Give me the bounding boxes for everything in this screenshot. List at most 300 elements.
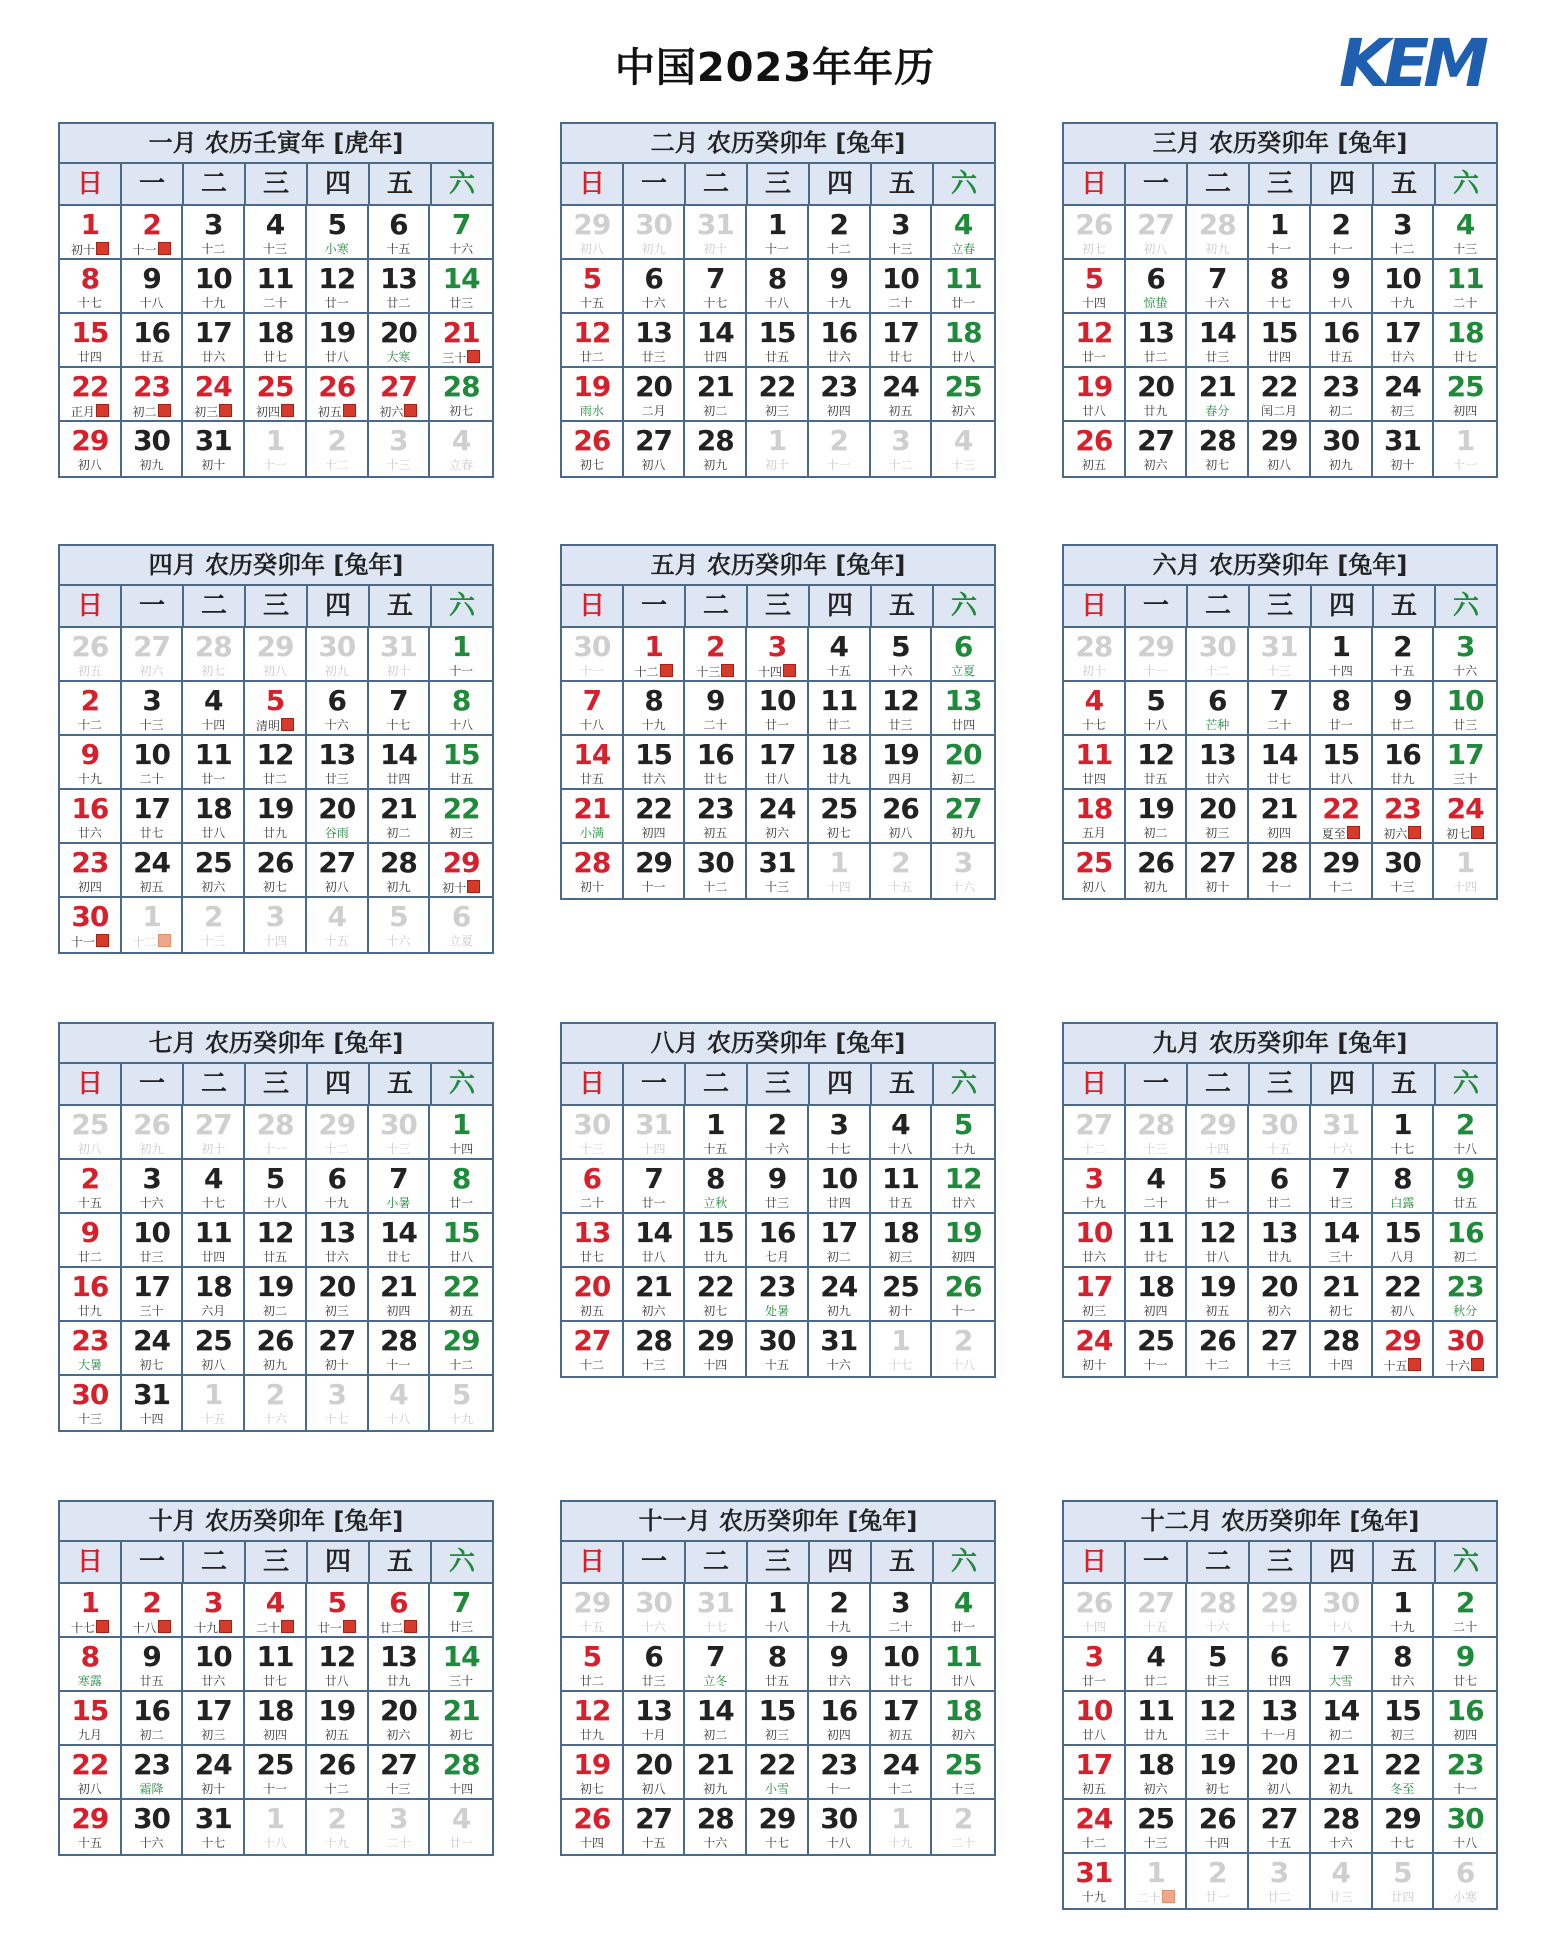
day-cell[interactable] — [1126, 1214, 1188, 1268]
day-cell[interactable] — [60, 1376, 122, 1430]
day-cell[interactable] — [122, 790, 184, 844]
day-cell[interactable] — [245, 736, 307, 790]
day-cell[interactable] — [1187, 368, 1249, 422]
day-cell[interactable] — [685, 368, 747, 422]
day-cell[interactable] — [562, 1692, 624, 1746]
day-cell[interactable] — [1249, 1746, 1311, 1800]
day-cell[interactable] — [1249, 682, 1311, 736]
day-cell[interactable] — [183, 790, 245, 844]
day-cell[interactable] — [562, 1106, 624, 1160]
day-cell[interactable] — [562, 1322, 624, 1376]
day-cell[interactable] — [1373, 1854, 1435, 1908]
day-cell[interactable] — [430, 1584, 492, 1638]
day-cell[interactable] — [747, 1214, 809, 1268]
day-cell[interactable] — [369, 898, 431, 952]
day-cell[interactable] — [369, 206, 431, 260]
day-cell[interactable] — [430, 422, 492, 476]
day-cell[interactable] — [1249, 1106, 1311, 1160]
day-cell[interactable] — [430, 1746, 492, 1800]
day-cell[interactable] — [932, 844, 994, 898]
day-cell[interactable] — [245, 1584, 307, 1638]
day-cell[interactable] — [1187, 628, 1249, 682]
day-cell[interactable] — [685, 1692, 747, 1746]
day-cell[interactable] — [1311, 314, 1373, 368]
day-cell[interactable] — [747, 1638, 809, 1692]
day-cell[interactable] — [809, 1638, 871, 1692]
day-cell[interactable] — [1126, 1160, 1188, 1214]
day-cell[interactable] — [932, 422, 994, 476]
day-cell[interactable] — [685, 422, 747, 476]
day-cell[interactable] — [1434, 736, 1496, 790]
day-cell[interactable] — [245, 1638, 307, 1692]
day-cell[interactable] — [183, 1214, 245, 1268]
day-cell[interactable] — [1187, 1160, 1249, 1214]
day-cell[interactable] — [1373, 1268, 1435, 1322]
day-cell[interactable] — [307, 1322, 369, 1376]
day-cell[interactable] — [1126, 1638, 1188, 1692]
day-cell[interactable] — [183, 1376, 245, 1430]
day-cell[interactable] — [932, 368, 994, 422]
day-cell[interactable] — [1434, 1106, 1496, 1160]
day-cell[interactable] — [1311, 368, 1373, 422]
day-cell[interactable] — [624, 1800, 686, 1854]
day-cell[interactable] — [122, 314, 184, 368]
day-cell[interactable] — [809, 736, 871, 790]
day-cell[interactable] — [245, 790, 307, 844]
day-cell[interactable] — [747, 1160, 809, 1214]
day-cell[interactable] — [369, 790, 431, 844]
day-cell[interactable] — [369, 422, 431, 476]
day-cell[interactable] — [932, 1214, 994, 1268]
day-cell[interactable] — [1373, 1584, 1435, 1638]
day-cell[interactable] — [809, 1214, 871, 1268]
day-cell[interactable] — [809, 682, 871, 736]
day-cell[interactable] — [60, 736, 122, 790]
day-cell[interactable] — [1126, 1106, 1188, 1160]
day-cell[interactable] — [809, 1160, 871, 1214]
day-cell[interactable] — [1434, 206, 1496, 260]
day-cell[interactable] — [685, 736, 747, 790]
day-cell[interactable] — [369, 736, 431, 790]
day-cell[interactable] — [747, 628, 809, 682]
day-cell[interactable] — [685, 1746, 747, 1800]
day-cell[interactable] — [369, 260, 431, 314]
day-cell[interactable] — [369, 1376, 431, 1430]
day-cell[interactable] — [60, 206, 122, 260]
day-cell[interactable] — [1249, 422, 1311, 476]
day-cell[interactable] — [624, 1106, 686, 1160]
day-cell[interactable] — [871, 790, 933, 844]
day-cell[interactable] — [1373, 1214, 1435, 1268]
day-cell[interactable] — [1126, 1746, 1188, 1800]
day-cell[interactable] — [122, 1638, 184, 1692]
day-cell[interactable] — [1126, 1584, 1188, 1638]
day-cell[interactable] — [809, 206, 871, 260]
day-cell[interactable] — [1126, 790, 1188, 844]
day-cell[interactable] — [1249, 1854, 1311, 1908]
day-cell[interactable] — [685, 1106, 747, 1160]
day-cell[interactable] — [183, 1800, 245, 1854]
day-cell[interactable] — [1311, 1692, 1373, 1746]
day-cell[interactable] — [685, 1322, 747, 1376]
day-cell[interactable] — [307, 1268, 369, 1322]
day-cell[interactable] — [932, 1584, 994, 1638]
day-cell[interactable] — [183, 844, 245, 898]
day-cell[interactable] — [1187, 844, 1249, 898]
day-cell[interactable] — [369, 844, 431, 898]
day-cell[interactable] — [1434, 314, 1496, 368]
day-cell[interactable] — [1434, 1584, 1496, 1638]
day-cell[interactable] — [122, 1746, 184, 1800]
day-cell[interactable] — [1434, 368, 1496, 422]
day-cell[interactable] — [1064, 368, 1126, 422]
day-cell[interactable] — [430, 790, 492, 844]
day-cell[interactable] — [122, 628, 184, 682]
day-cell[interactable] — [430, 1800, 492, 1854]
day-cell[interactable] — [369, 368, 431, 422]
day-cell[interactable] — [245, 1214, 307, 1268]
day-cell[interactable] — [430, 1268, 492, 1322]
day-cell[interactable] — [122, 1322, 184, 1376]
day-cell[interactable] — [871, 1638, 933, 1692]
day-cell[interactable] — [1187, 1584, 1249, 1638]
day-cell[interactable] — [809, 1322, 871, 1376]
day-cell[interactable] — [60, 1106, 122, 1160]
day-cell[interactable] — [1311, 1322, 1373, 1376]
day-cell[interactable] — [932, 1800, 994, 1854]
day-cell[interactable] — [122, 898, 184, 952]
day-cell[interactable] — [747, 1322, 809, 1376]
day-cell[interactable] — [871, 1160, 933, 1214]
day-cell[interactable] — [1249, 1692, 1311, 1746]
day-cell[interactable] — [1434, 682, 1496, 736]
day-cell[interactable] — [809, 368, 871, 422]
day-cell[interactable] — [1187, 1322, 1249, 1376]
day-cell[interactable] — [60, 314, 122, 368]
day-cell[interactable] — [562, 260, 624, 314]
day-cell[interactable] — [307, 844, 369, 898]
day-cell[interactable] — [1434, 628, 1496, 682]
day-cell[interactable] — [1373, 368, 1435, 422]
day-cell[interactable] — [1064, 682, 1126, 736]
day-cell[interactable] — [245, 1800, 307, 1854]
day-cell[interactable] — [1311, 206, 1373, 260]
day-cell[interactable] — [1373, 422, 1435, 476]
day-cell[interactable] — [245, 898, 307, 952]
day-cell[interactable] — [624, 628, 686, 682]
day-cell[interactable] — [430, 1322, 492, 1376]
day-cell[interactable] — [809, 260, 871, 314]
day-cell[interactable] — [747, 1584, 809, 1638]
day-cell[interactable] — [183, 1746, 245, 1800]
day-cell[interactable] — [932, 628, 994, 682]
day-cell[interactable] — [562, 844, 624, 898]
day-cell[interactable] — [624, 1584, 686, 1638]
day-cell[interactable] — [1311, 1638, 1373, 1692]
day-cell[interactable] — [122, 1692, 184, 1746]
day-cell[interactable] — [1187, 260, 1249, 314]
day-cell[interactable] — [747, 314, 809, 368]
day-cell[interactable] — [307, 314, 369, 368]
day-cell[interactable] — [122, 1160, 184, 1214]
day-cell[interactable] — [1064, 314, 1126, 368]
day-cell[interactable] — [369, 1214, 431, 1268]
day-cell[interactable] — [245, 206, 307, 260]
day-cell[interactable] — [1311, 1800, 1373, 1854]
day-cell[interactable] — [685, 1638, 747, 1692]
day-cell[interactable] — [430, 1160, 492, 1214]
day-cell[interactable] — [183, 260, 245, 314]
day-cell[interactable] — [1434, 1854, 1496, 1908]
day-cell[interactable] — [307, 260, 369, 314]
day-cell[interactable] — [624, 1160, 686, 1214]
day-cell[interactable] — [307, 1692, 369, 1746]
day-cell[interactable] — [747, 368, 809, 422]
day-cell[interactable] — [747, 1800, 809, 1854]
day-cell[interactable] — [245, 682, 307, 736]
day-cell[interactable] — [624, 1692, 686, 1746]
day-cell[interactable] — [1064, 1268, 1126, 1322]
day-cell[interactable] — [430, 628, 492, 682]
day-cell[interactable] — [1187, 422, 1249, 476]
day-cell[interactable] — [1187, 1800, 1249, 1854]
day-cell[interactable] — [624, 1746, 686, 1800]
day-cell[interactable] — [562, 314, 624, 368]
day-cell[interactable] — [122, 682, 184, 736]
day-cell[interactable] — [1311, 1214, 1373, 1268]
day-cell[interactable] — [1311, 736, 1373, 790]
day-cell[interactable] — [122, 422, 184, 476]
day-cell[interactable] — [122, 1376, 184, 1430]
day-cell[interactable] — [1249, 314, 1311, 368]
day-cell[interactable] — [60, 628, 122, 682]
day-cell[interactable] — [562, 1638, 624, 1692]
day-cell[interactable] — [1434, 790, 1496, 844]
day-cell[interactable] — [430, 314, 492, 368]
day-cell[interactable] — [60, 1692, 122, 1746]
day-cell[interactable] — [932, 260, 994, 314]
day-cell[interactable] — [183, 314, 245, 368]
day-cell[interactable] — [1249, 260, 1311, 314]
day-cell[interactable] — [1064, 206, 1126, 260]
day-cell[interactable] — [685, 1160, 747, 1214]
day-cell[interactable] — [1064, 1106, 1126, 1160]
day-cell[interactable] — [430, 260, 492, 314]
day-cell[interactable] — [122, 368, 184, 422]
day-cell[interactable] — [685, 1584, 747, 1638]
day-cell[interactable] — [183, 682, 245, 736]
day-cell[interactable] — [809, 422, 871, 476]
day-cell[interactable] — [871, 1692, 933, 1746]
day-cell[interactable] — [1126, 1854, 1188, 1908]
day-cell[interactable] — [369, 1638, 431, 1692]
day-cell[interactable] — [1187, 682, 1249, 736]
day-cell[interactable] — [1249, 1584, 1311, 1638]
day-cell[interactable] — [245, 1692, 307, 1746]
day-cell[interactable] — [183, 736, 245, 790]
day-cell[interactable] — [932, 1106, 994, 1160]
day-cell[interactable] — [562, 1584, 624, 1638]
day-cell[interactable] — [245, 314, 307, 368]
day-cell[interactable] — [871, 1214, 933, 1268]
day-cell[interactable] — [122, 206, 184, 260]
day-cell[interactable] — [183, 1268, 245, 1322]
day-cell[interactable] — [307, 1800, 369, 1854]
day-cell[interactable] — [562, 628, 624, 682]
day-cell[interactable] — [747, 260, 809, 314]
day-cell[interactable] — [1064, 1160, 1126, 1214]
day-cell[interactable] — [1311, 1106, 1373, 1160]
day-cell[interactable] — [369, 1584, 431, 1638]
day-cell[interactable] — [871, 1584, 933, 1638]
day-cell[interactable] — [307, 422, 369, 476]
day-cell[interactable] — [1064, 628, 1126, 682]
day-cell[interactable] — [1434, 260, 1496, 314]
day-cell[interactable] — [624, 736, 686, 790]
day-cell[interactable] — [430, 1692, 492, 1746]
day-cell[interactable] — [1126, 422, 1188, 476]
day-cell[interactable] — [932, 1692, 994, 1746]
day-cell[interactable] — [624, 260, 686, 314]
day-cell[interactable] — [183, 1584, 245, 1638]
day-cell[interactable] — [624, 1214, 686, 1268]
day-cell[interactable] — [1249, 790, 1311, 844]
day-cell[interactable] — [747, 422, 809, 476]
day-cell[interactable] — [307, 736, 369, 790]
day-cell[interactable] — [562, 1160, 624, 1214]
day-cell[interactable] — [809, 314, 871, 368]
day-cell[interactable] — [871, 1268, 933, 1322]
day-cell[interactable] — [1064, 422, 1126, 476]
day-cell[interactable] — [369, 682, 431, 736]
day-cell[interactable] — [1249, 736, 1311, 790]
day-cell[interactable] — [60, 1584, 122, 1638]
day-cell[interactable] — [1064, 1800, 1126, 1854]
day-cell[interactable] — [60, 1214, 122, 1268]
day-cell[interactable] — [624, 1322, 686, 1376]
day-cell[interactable] — [562, 422, 624, 476]
day-cell[interactable] — [430, 1214, 492, 1268]
day-cell[interactable] — [1373, 628, 1435, 682]
day-cell[interactable] — [747, 1746, 809, 1800]
day-cell[interactable] — [809, 1584, 871, 1638]
day-cell[interactable] — [1064, 1854, 1126, 1908]
day-cell[interactable] — [624, 682, 686, 736]
day-cell[interactable] — [430, 206, 492, 260]
day-cell[interactable] — [624, 844, 686, 898]
day-cell[interactable] — [430, 844, 492, 898]
day-cell[interactable] — [245, 844, 307, 898]
day-cell[interactable] — [871, 1800, 933, 1854]
day-cell[interactable] — [183, 1106, 245, 1160]
day-cell[interactable] — [1434, 1800, 1496, 1854]
day-cell[interactable] — [747, 206, 809, 260]
day-cell[interactable] — [60, 1746, 122, 1800]
day-cell[interactable] — [183, 368, 245, 422]
day-cell[interactable] — [747, 682, 809, 736]
day-cell[interactable] — [1126, 1692, 1188, 1746]
day-cell[interactable] — [809, 790, 871, 844]
day-cell[interactable] — [60, 898, 122, 952]
day-cell[interactable] — [245, 368, 307, 422]
day-cell[interactable] — [122, 844, 184, 898]
day-cell[interactable] — [809, 1800, 871, 1854]
day-cell[interactable] — [430, 368, 492, 422]
day-cell[interactable] — [747, 1268, 809, 1322]
day-cell[interactable] — [1187, 1692, 1249, 1746]
day-cell[interactable] — [1249, 206, 1311, 260]
day-cell[interactable] — [685, 1214, 747, 1268]
day-cell[interactable] — [1434, 1322, 1496, 1376]
day-cell[interactable] — [1126, 368, 1188, 422]
day-cell[interactable] — [871, 628, 933, 682]
day-cell[interactable] — [871, 844, 933, 898]
day-cell[interactable] — [122, 1800, 184, 1854]
day-cell[interactable] — [183, 422, 245, 476]
day-cell[interactable] — [307, 1106, 369, 1160]
day-cell[interactable] — [562, 1214, 624, 1268]
day-cell[interactable] — [183, 206, 245, 260]
day-cell[interactable] — [1249, 628, 1311, 682]
day-cell[interactable] — [685, 1800, 747, 1854]
day-cell[interactable] — [430, 1376, 492, 1430]
day-cell[interactable] — [871, 1746, 933, 1800]
day-cell[interactable] — [1187, 206, 1249, 260]
day-cell[interactable] — [685, 260, 747, 314]
day-cell[interactable] — [245, 1268, 307, 1322]
day-cell[interactable] — [747, 790, 809, 844]
day-cell[interactable] — [1311, 1160, 1373, 1214]
day-cell[interactable] — [1373, 1106, 1435, 1160]
day-cell[interactable] — [1187, 1854, 1249, 1908]
day-cell[interactable] — [871, 206, 933, 260]
day-cell[interactable] — [932, 1746, 994, 1800]
day-cell[interactable] — [1064, 790, 1126, 844]
day-cell[interactable] — [1126, 314, 1188, 368]
day-cell[interactable] — [1126, 1322, 1188, 1376]
day-cell[interactable] — [1064, 260, 1126, 314]
day-cell[interactable] — [871, 1106, 933, 1160]
day-cell[interactable] — [1373, 844, 1435, 898]
day-cell[interactable] — [1373, 206, 1435, 260]
day-cell[interactable] — [60, 844, 122, 898]
day-cell[interactable] — [871, 1322, 933, 1376]
day-cell[interactable] — [1373, 314, 1435, 368]
day-cell[interactable] — [60, 1160, 122, 1214]
day-cell[interactable] — [932, 1268, 994, 1322]
day-cell[interactable] — [871, 368, 933, 422]
day-cell[interactable] — [1249, 1322, 1311, 1376]
day-cell[interactable] — [1434, 1214, 1496, 1268]
day-cell[interactable] — [809, 1106, 871, 1160]
day-cell[interactable] — [307, 368, 369, 422]
day-cell[interactable] — [60, 1322, 122, 1376]
day-cell[interactable] — [747, 1692, 809, 1746]
day-cell[interactable] — [1187, 1746, 1249, 1800]
day-cell[interactable] — [1249, 844, 1311, 898]
day-cell[interactable] — [932, 1638, 994, 1692]
day-cell[interactable] — [430, 898, 492, 952]
day-cell[interactable] — [624, 368, 686, 422]
day-cell[interactable] — [1311, 1854, 1373, 1908]
day-cell[interactable] — [747, 736, 809, 790]
day-cell[interactable] — [809, 1268, 871, 1322]
day-cell[interactable] — [685, 314, 747, 368]
day-cell[interactable] — [685, 628, 747, 682]
day-cell[interactable] — [1311, 1268, 1373, 1322]
day-cell[interactable] — [369, 628, 431, 682]
day-cell[interactable] — [60, 1800, 122, 1854]
